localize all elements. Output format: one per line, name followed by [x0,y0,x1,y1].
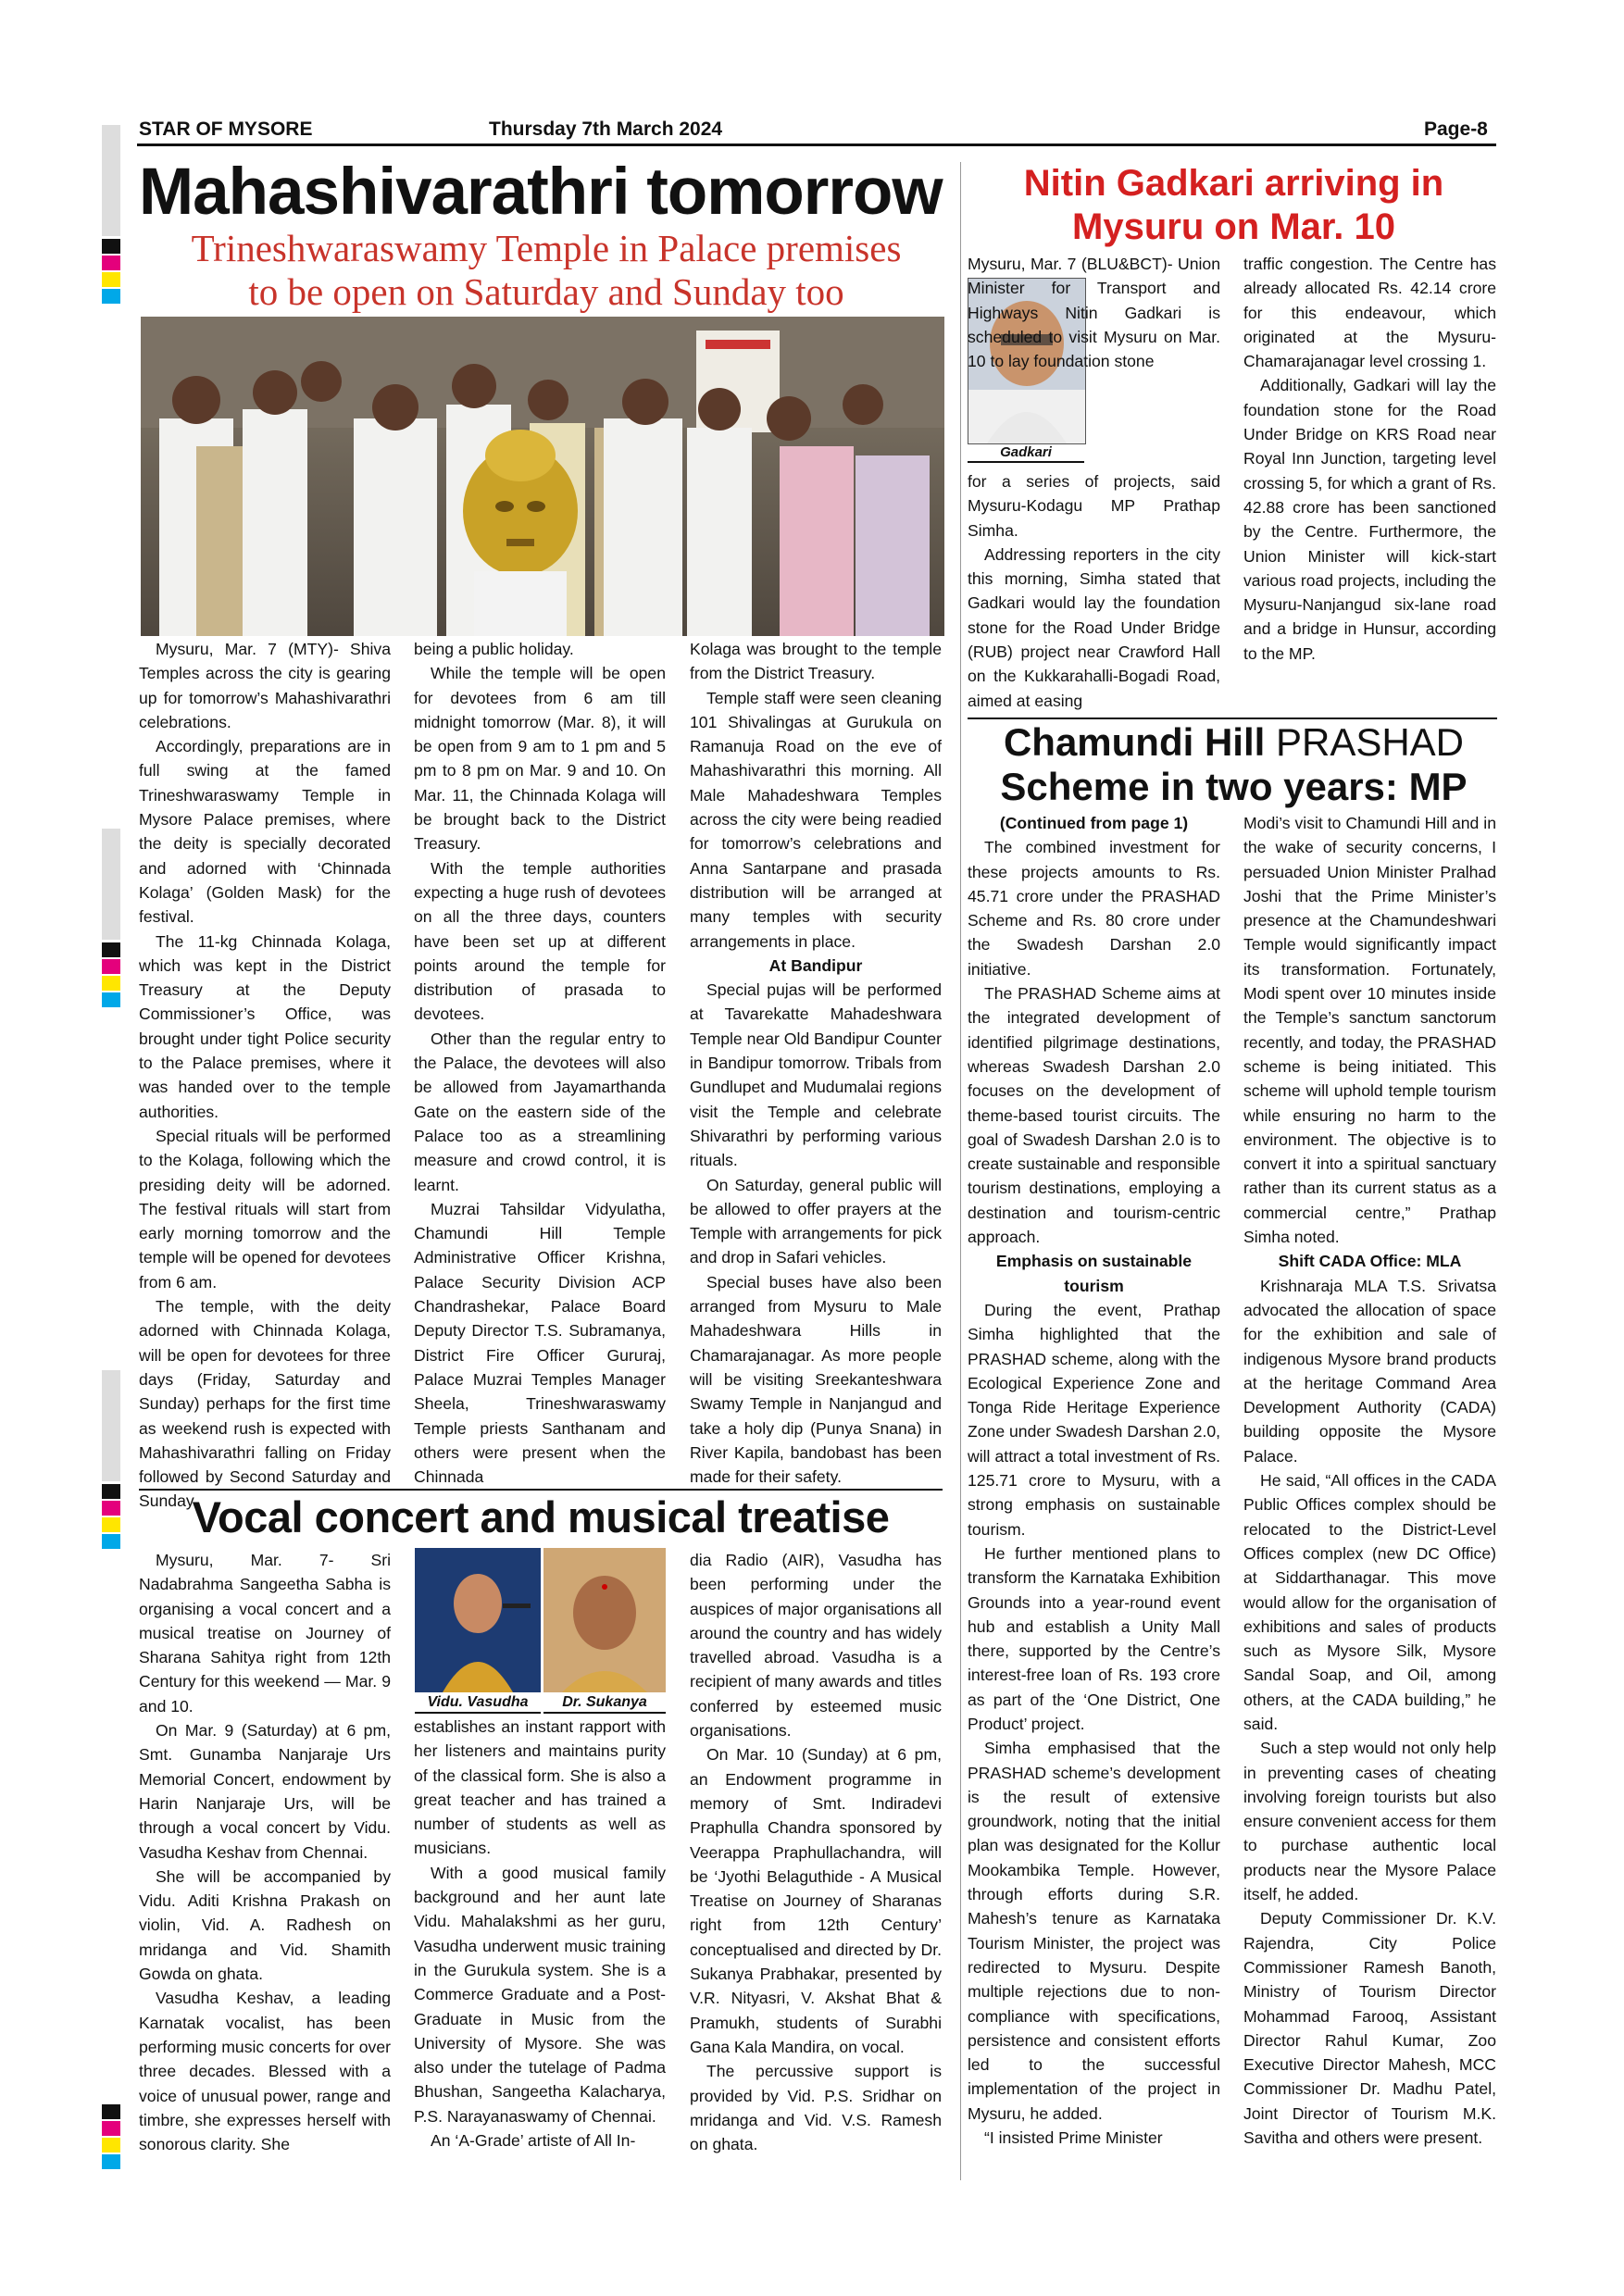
main-headline: Mahashivarathri tomorrow [139,156,943,229]
paragraph: Deputy Commissioner Dr. K.V. Rajendra, City Police Commissioner Ramesh Banoth, Ministry of Tourism Director Mohammad Farooq, Assistant Director Rahul Kumar, Zoo Executive Director Mahesh, MCC Commissioner Dr. Madhu Patel, Joint Director of Tourism M.K. Savitha and others were present. [1243,1909,1496,2148]
registration-black [102,239,120,254]
paragraph: Addressing reporters in the city this morning, Simha stated that Gadkari would lay the foundation stone for the Road Under Bridge (RUB) project near Crawford Hall on the Kukkarahalli-Bogadi Road, aimed at easing [968,544,1220,710]
paragraph: Krishnaraja MLA T.S. Srivatsa advocated the allocation of space for the exhibition and sale of indigenous Mysore brand products at the heritage Command Area Development Authority (CADA) building opposite the Mysore Palace. [1243,1276,1496,1466]
prashad-headline-line-1 [968,720,1500,765]
paragraph: Modi’s visit to Chamundi Hill and in the wake of security concerns, I persuaded Union Minister Pralhad Joshi that the Prime Minister’s presence at the Chamundeshwari Temple would significantly impact its transformation. Fortunately, Modi spent over 10 minutes inside the Temple’s sanctum sanctorum recently, and today, the PRASHAD scheme is being initiated. This scheme will uphold temple tourism while ensuring no harm to the environment. The objective is to convert it into a spiritual sanctuary rather than its current status as a commercial centre,” Prathap Simha noted. [1243,814,1496,1247]
paragraph: Special rituals will be performed to the Kolaga, following which the presiding deity will be adorned. The festival rituals will start from early morning tomorrow and the temple will be opened for devotees from 6 am. [139,1126,391,1292]
paragraph: The 11-kg Chinnada Kolaga, which was kept in the District Treasury at the Deputy Commissioner’s Office, was brought under tight Police security to the Palace premises, where it was handed over to the temple authorities. [139,931,391,1121]
paragraph: Muzrai Tahsildar Vidyulatha, Chamundi Hill Temple Administrative Officer Krishna, Palace Security Division ACP Chandrashekar, Palace Board Deputy Director T.S. Subramanya, District Fire Officer Gururaj, Palace Muzrai Temples Manager Sheela, Trineshwaraswamy Temple priests Santhanam and others were present when the Chinnada [414,1199,666,1487]
paragraph: Kolaga was brought to the temple from the District Treasury. [690,640,942,683]
gadkari-column-a-continued [968,469,1220,715]
photo-illustration [415,1548,541,1692]
margin-gray-bar [102,829,120,940]
paragraph: She will be accompanied by Vidu. Aditi Krishna Prakash on violin, Vid. A. Radhesh on mridanga and Vid. Shamith Gowda on ghata. [139,1866,391,1984]
margin-gray-bar [102,1370,120,1481]
paragraph: While the temple will be open for devotees from 6 am till midnight tomorrow (Mar. 8), it will be open from 9 am to 1 pm and 5 pm to 8 pm on Mar. 9 and 10. On Mar. 11, the Chinnada Kolaga will be brought back to the District Treasury. [414,664,666,854]
column-divider [960,162,961,2180]
photo-illustration [543,1548,666,1692]
paragraph: Temple staff were seen cleaning 101 Shivalingas at Gurukula on Ramanuja Road on the eve of Mahashivarathri this morning. All Male Mahadeshwara Temples across the city were being readied for tomorrow’s celebrations and Anna Santarpane and prasada distribution will be arranged at many temples with security arrangements in place. [690,688,942,951]
paragraph: “I insisted Prime Minister [984,2128,1163,2148]
prashad-headline-light: PRASHAD [1275,720,1465,764]
vocal-column-1 [139,1548,391,2187]
paragraph: The PRASHAD Scheme aims at the integrated development of identified pilgrimage destinations, whereas Swadesh Darshan 2.0 focuses on the development of theme-based tourist circuits. The goal of Swadesh Darshan 2.0 is to create sustainable and responsible tourism destinations, employing a destination and tourism-centric approach. [968,984,1220,1247]
paragraph: During the event, Prathap Simha highlighted that the PRASHAD scheme, along with the Ecological Experience Zone and Tonga Ride Heritage Experience Zone under Swadesh Darshan 2.0, will attract a total investment of Rs. 125.71 crore to Mysuru, with a strong emphasis on sustainable tourism. [968,1300,1220,1539]
at-bandipur-subheading: At Bandipur [768,955,863,975]
registration-magenta [102,256,120,270]
paragraph: Vasudha Keshav, a leading Karnatak vocalist, has been performing music concerts for over three decades. Blessed with a voice of unusual power, range and timbre, she expresses herself with sonorous clarity. She [139,1989,391,2154]
main-subhead-line-2: to be open on Saturday and Sunday too [248,270,844,313]
header-rule [137,144,1496,146]
vasudha-caption: Vidu. Vasudha [415,1693,541,1714]
sukanya-photo [543,1548,666,1692]
paragraph: With a good musical family background and her aunt late Vidu. Mahalakshmi as her guru, Vasudha underwent music training in the Gurukula system. She is a Commerce Graduate and a Post-Graduate in Music from the University of Mysore. She was also under the tutelage of Padma Bhushan, Sangeetha Kalacharya, P.S. Narayanaswamy of Chennai. [414,1863,666,2126]
page-number: Page-8 [1424,119,1488,140]
vocal-column-3 [690,1548,942,2187]
temple-golden-mask-photo [141,317,944,636]
paragraph: He said, “All offices in the CADA Public Offices complex should be relocated to the District-Level Offices complex (new DC Office) at Siddarthanagar. This move would allow for the organisation of exhibitions and sales of products such as Mysore Silk, Mysore Sandal Soap, and Oil, among others, at the CADA building,” he said. [1243,1471,1496,1733]
main-subhead-line-1: Trineshwaraswamy Temple in Palace premises [191,227,902,269]
continued-note: (Continued from page 1) [999,814,1189,832]
paragraph: Mysuru, Mar. 7- Sri Nadabrahma Sangeetha Sabha is organising a vocal concert and a musical treatise on Journey of Sharana Sahitya right from 12th Century for this weekend — Mar. 9 and 10. [139,1551,391,1716]
registration-cyan [102,2154,120,2169]
paragraph: Special buses have also been arranged from Mysuru to Male Mahadeshwara Hills in Chamarajanagar. As more people will be visiting Sreekanteshwara Swamy Temple in Nanjangud and take a holy dip (Punya Snana) in River Kapila, bandobast has been made for their safety. [690,1272,942,1487]
photo-illustration [141,317,944,636]
gadkari-headline-line-2: Mysuru on Mar. 10 [1072,206,1395,247]
registration-magenta [102,959,120,974]
main-story-column-1 [139,637,391,1511]
paragraph: Accordingly, preparations are in full swing at the famed Trineshwaraswamy Temple in Mysore Palace premises, where the deity is specially decorated and adorned with ‘Chinnada Kolaga’ (Golden Mask) for the festival. [139,737,391,927]
paragraph: The combined investment for these projects amounts to Rs. 45.71 crore under the PRASHAD Scheme and Rs. 80 crore under the Swadesh Darshan 2.0 initiative. [968,838,1220,979]
paragraph: dia Radio (AIR), Vasudha has been performing under the auspices of major organisations all around the country and has widely travelled abroad. Vasudha is a recipient of many awards and titles conferred by esteemed music organisations. [690,1551,942,1741]
vasudha-photo [415,1548,541,1692]
main-story-column-3 [690,637,942,1489]
registration-magenta [102,1501,120,1516]
paragraph: On Saturday, general public will be allowed to offer prayers at the Temple with arrangements for pick and drop in Safari vehicles. [690,1175,942,1267]
registration-black [102,2104,120,2119]
registration-black [102,942,120,957]
registration-yellow [102,1517,120,1532]
registration-magenta [102,2121,120,2136]
registration-yellow [102,272,120,287]
paragraph: On Mar. 10 (Sunday) at 6 pm, an Endowment programme in memory of Smt. Indiradevi Praphulla Chandra sponsored by Veerappa Praphullachandra, will be ‘Jyothi Belaguthide - A Musical Treatise on Journey of Sharanas right from 12th Century’ conceptualised and directed by Dr. Sukanya Prabhakar, presented by V.R. Nityasri, V. Akshat Bhat & Pramukh, students of Surabhi Gana Kala Mandira, on vocal. [690,1745,942,2056]
main-story-column-2 [414,637,666,1489]
prashad-column-a [968,811,1220,2181]
registration-cyan [102,1534,120,1549]
paragraph: Additionally, Gadkari will lay the foundation stone for the Road Under Bridge on KRS Road near Royal Inn Junction, targeting level crossing 5, for which a grant of Rs. 42.88 crore has been sanctioned by the Centre. Furthermore, the Union Minister will kick-start various road projects, including the Mysuru-Nanjangud six-lane road and a bridge in Hunsur, according to the MP. [1243,376,1496,663]
gadkari-column-b [1243,252,1496,715]
section-rule [968,718,1497,719]
gadkari-photo-caption: Gadkari [968,444,1084,463]
paragraph: for a series of projects, said Mysuru-Kodagu MP Prathap Simha. [968,472,1220,540]
margin-gray-bar [102,125,120,236]
sukanya-caption: Dr. Sukanya [543,1693,666,1714]
vocal-column-2 [414,1715,666,2187]
prashad-column-b [1243,811,1496,2181]
paragraph: With the temple authorities expecting a huge rush of devotees on all the three days, counters have been set up at different points around the temple for distribution of prasada to devotees. [414,858,666,1024]
paragraph: On Mar. 9 (Saturday) at 6 pm, Smt. Gunamba Nanjaraje Urs Memorial Concert, endowment by Harin Nanjaraje Urs, will be through a vocal concert by Vidu. Vasudha Keshav from Chennai. [139,1721,391,1862]
paragraph: He further mentioned plans to transform the Karnataka Exhibition Grounds into a year-round event hub and establish a Unity Mall there, supported by the Centre’s interest-free loan of Rs. 193 crore as part of the ‘One District, One Product’ project. [968,1543,1220,1733]
section-rule [139,1489,943,1491]
paragraph: Such a step would not only help in preventing cases of cheating involving foreign tourists but also ensure convenient access for them to purchase authentic local products near the Mysore Palace itself, he added. [1243,1739,1496,1904]
paragraph: being a public holiday. [414,640,574,658]
paragraph: An ‘A-Grade’ artiste of All In- [431,2131,636,2151]
paragraph: establishes an instant rapport with her listeners and maintains purity of the classical form. She is also a great teacher and has trained a number of students as well as musicians. [414,1717,666,1858]
registration-yellow [102,976,120,991]
issue-date: Thursday 7th March 2024 [489,119,723,140]
registration-cyan [102,992,120,1007]
paragraph: traffic congestion. The Centre has already allocated Rs. 42.14 crore for this endeavour, which originated at the Mysuru-Chamarajanagar level crossing 1. [1243,255,1496,371]
registration-yellow [102,2138,120,2152]
paragraph: Other than the regular entry to the Palace, the devotees will also be allowed from Jayamarthanda Gate on the eastern side of the Palace too as a streamlining measure and crowd control, it is learnt. [414,1029,666,1194]
paragraph: Simha emphasised that the PRASHAD scheme’s development is the result of extensive groundwork, noting that the initial plan was designated for the Kollur Mookambika Temple. However, through efforts during S.R. Mahesh’s tenure as Karnataka Tourism Minister, the project was redirected to Mysuru. Despite multiple rejections due to non-compliance with specifications, persistence and consistent efforts led to the successful implementation of the project in Mysuru, he added. [968,1739,1220,2123]
paragraph: The percussive support is provided by Vid. P.S. Sridhar on mridanga and Vid. V.S. Ramesh on ghata. [690,2062,942,2154]
registration-cyan [102,289,120,304]
prashad-headline-bold: Chamundi Hill [1003,720,1266,764]
gadkari-headline-line-1: Nitin Gadkari arriving in [1023,163,1444,204]
registration-black [102,1484,120,1499]
gadkari-dateline-paragraph: Mysuru, Mar. 7 (BLU&BCT)- Union Minister for Transport and Highways Nitin Gadkari is scheduled to visit Mysuru on Mar. 10 to lay foundation stone [968,255,1220,371]
paragraph: Mysuru, Mar. 7 (MTY)- Shiva Temples across the city is gearing up for tomorrow’s Mahashivarathri celebrations. [139,640,391,731]
vocal-headline: Vocal concert and musical treatise [192,1492,890,1541]
paragraph: Special pujas will be performed at Tavarekatte Mahadeshwara Temple near Old Bandipur Counter in Bandipur tomorrow. Tribals from Gundlupet and Mudumalai regions visit the Temple and celebrate Shivarathri by performing various rituals. [690,980,942,1170]
paper-name: STAR OF MYSORE [139,119,313,140]
emphasis-subheading: Emphasis on sustainable tourism [995,1252,1193,1295]
cada-subheading: Shift CADA Office: MLA [1278,1252,1462,1271]
prashad-headline-line-2: Scheme in two years: MP [1000,765,1468,808]
paragraph: The temple, with the deity adorned with Chinnada Kolaga, will be open for devotees for three days (Friday, Saturday and Sunday) perhaps for the first time as weekend rush is expected with Mahashivarathri falling on Friday followed by Second Saturday and Sunday [139,1297,391,1511]
